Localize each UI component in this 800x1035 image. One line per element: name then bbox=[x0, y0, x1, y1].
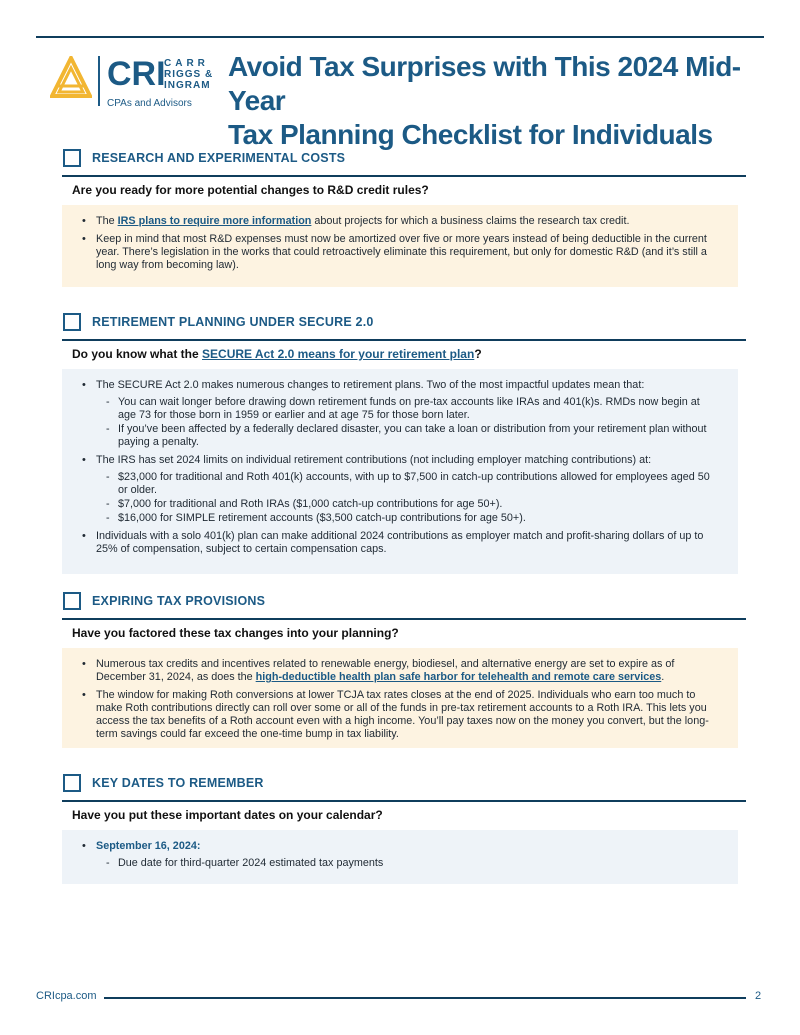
checkbox[interactable] bbox=[63, 313, 81, 331]
list-item: • The IRS plans to require more information about projects for which a business claims the research tax credit. bbox=[82, 215, 720, 228]
top-rule bbox=[36, 36, 764, 38]
section-question: Do you know what the SECURE Act 2.0 means for your retirement plan? bbox=[72, 347, 482, 361]
section-header bbox=[62, 772, 746, 794]
sub-list-item: - $7,000 for traditional and Roth IRAs ($1,000 catch-up contributions for age 50+). bbox=[96, 498, 720, 511]
list-item bbox=[82, 840, 720, 870]
section-rule bbox=[62, 339, 746, 341]
title-line-2: Tax Planning Checklist for Individuals bbox=[228, 119, 713, 150]
list-item: • Numerous tax credits and incentives related to renewable energy, biodiesel, and alternative energy are set to expire as of December 31, 2024, as does the high-deductible health plan safe harbor for telehealth and remote care services. bbox=[82, 658, 720, 684]
footer-rule bbox=[104, 997, 746, 999]
irs-info-link[interactable]: IRS plans to require more information bbox=[117, 215, 312, 227]
section-panel bbox=[62, 648, 738, 748]
section-panel bbox=[62, 369, 738, 574]
section-question: Are you ready for more potential changes to R&D credit rules? bbox=[72, 183, 429, 197]
date-label: September 16, 2024: bbox=[96, 840, 201, 852]
logo-cri: CRI bbox=[107, 55, 166, 93]
section-question: Have you put these important dates on your calendar? bbox=[72, 808, 383, 822]
section-header bbox=[62, 147, 746, 169]
section-header bbox=[62, 311, 746, 333]
section-header bbox=[62, 590, 746, 612]
checkbox[interactable] bbox=[63, 774, 81, 792]
page-title bbox=[228, 50, 748, 152]
footer-site-link[interactable]: CRIcpa.com bbox=[36, 990, 97, 1002]
hdhp-telehealth-link[interactable]: high-deductible health plan safe harbor for telehealth and remote care services bbox=[255, 671, 662, 683]
list-item: • The IRS has set 2024 limits on individual retirement contributions (not including employer matching contributions) at: - $23,000 for traditional and Roth 401(k) accounts, with up to $7,500 in catch-up contributions allowed for employees aged 50 or older. - $7,000 for traditional and Roth IRAs ($1,000 catch-up contributions for age 50+). - $16,000 for SIMPLE retirement accounts ($3,500 catch-up contributions for age 50+). bbox=[82, 454, 720, 525]
bullet-list bbox=[82, 379, 720, 556]
sub-list-item: - $23,000 for traditional and Roth 401(k) accounts, with up to $7,500 in catch-up contributions allowed for employees aged 50 or older. bbox=[96, 471, 720, 497]
section-panel bbox=[62, 205, 738, 287]
page-header bbox=[36, 50, 764, 150]
page-number: 2 bbox=[755, 990, 762, 1002]
secure-act-link[interactable]: SECURE Act 2.0 means for your retirement plan bbox=[202, 347, 475, 361]
title-line-1: Avoid Tax Surprises with This 2024 Mid-Year bbox=[228, 51, 741, 116]
checkbox[interactable] bbox=[63, 149, 81, 167]
section-key-dates bbox=[62, 772, 746, 869]
bullet-list bbox=[82, 658, 720, 741]
sub-list-item: - If you’ve been affected by a federally declared disaster, you can take a loan or distribution from your retirement plan without paying a penalty. bbox=[96, 423, 720, 449]
logo-word-riggs: RIGGS & bbox=[164, 69, 214, 80]
section-retirement bbox=[62, 311, 746, 555]
section-rule bbox=[62, 618, 746, 620]
sub-list bbox=[96, 471, 720, 525]
sub-list bbox=[96, 857, 720, 870]
section-title: KEY DATES TO REMEMBER bbox=[92, 776, 264, 790]
sub-list-item: - Due date for third-quarter 2024 estimated tax payments bbox=[96, 857, 720, 870]
logo-divider bbox=[98, 56, 100, 106]
section-question: Have you factored these tax changes into your planning? bbox=[72, 626, 399, 640]
bullet-list bbox=[82, 840, 720, 870]
section-title: RESEARCH AND EXPERIMENTAL COSTS bbox=[92, 151, 346, 165]
section-research bbox=[62, 147, 746, 271]
sub-list bbox=[96, 396, 720, 449]
company-logo bbox=[50, 52, 230, 112]
logo-words bbox=[164, 58, 213, 91]
list-item: • The window for making Roth conversions at lower TCJA tax rates closes at the end of 2025. Individuals who earn too much to make Roth contributions directly can roll over some or all of the funds in pre-tax retirement accounts to a Roth IRA. This lets you access the tax benefits of a Roth account even with a high income. You’ll pay taxes now on the money you convert, but the long-term savings could far exceed the one-time bump in tax liability. bbox=[82, 689, 720, 741]
logo-word-carr: CARR bbox=[164, 58, 209, 69]
checkbox[interactable] bbox=[63, 592, 81, 610]
triangle-logo-icon bbox=[50, 56, 92, 100]
logo-word-ingram: INGRAM bbox=[164, 80, 211, 91]
logo-tagline: CPAs and Advisors bbox=[107, 98, 192, 109]
section-rule bbox=[62, 800, 746, 802]
section-title: EXPIRING TAX PROVISIONS bbox=[92, 594, 266, 608]
bullet-list bbox=[82, 215, 720, 272]
section-rule bbox=[62, 175, 746, 177]
list-item: • The SECURE Act 2.0 makes numerous changes to retirement plans. Two of the most impactful updates mean that: - You can wait longer before drawing down retirement funds on pre-tax accounts like IRAs and 401(k)s. RMDs now begin at age 73 for those born in 1959 or earlier and at age 75 for those born later. - If you’ve been affected by a federally declared disaster, you can take a loan or distribution from your retirement plan without paying a penalty. bbox=[82, 379, 720, 449]
sub-list-item: - You can wait longer before drawing down retirement funds on pre-tax accounts like IRAs and 401(k)s. RMDs now begin at age 73 for those born in 1959 or earlier and at age 75 for those born later. bbox=[96, 396, 720, 422]
section-expiring bbox=[62, 590, 746, 740]
sub-list-item: - $16,000 for SIMPLE retirement accounts ($3,500 catch-up contributions for age 50+). bbox=[96, 512, 720, 525]
section-title: RETIREMENT PLANNING UNDER SECURE 2.0 bbox=[92, 315, 374, 329]
list-item: • Individuals with a solo 401(k) plan can make additional 2024 contributions as employer match and profit-sharing dollars of up to 25% of compensation, subject to certain compensation caps. bbox=[82, 530, 720, 556]
list-item: • Keep in mind that most R&D expenses must now be amortized over five or more years instead of being deductible in the current year. There’s legislation in the works that could retroactively eliminate this requirement, but only for domestic R&D (and it’s still a long way from becoming law). bbox=[82, 233, 720, 272]
section-panel bbox=[62, 830, 738, 884]
